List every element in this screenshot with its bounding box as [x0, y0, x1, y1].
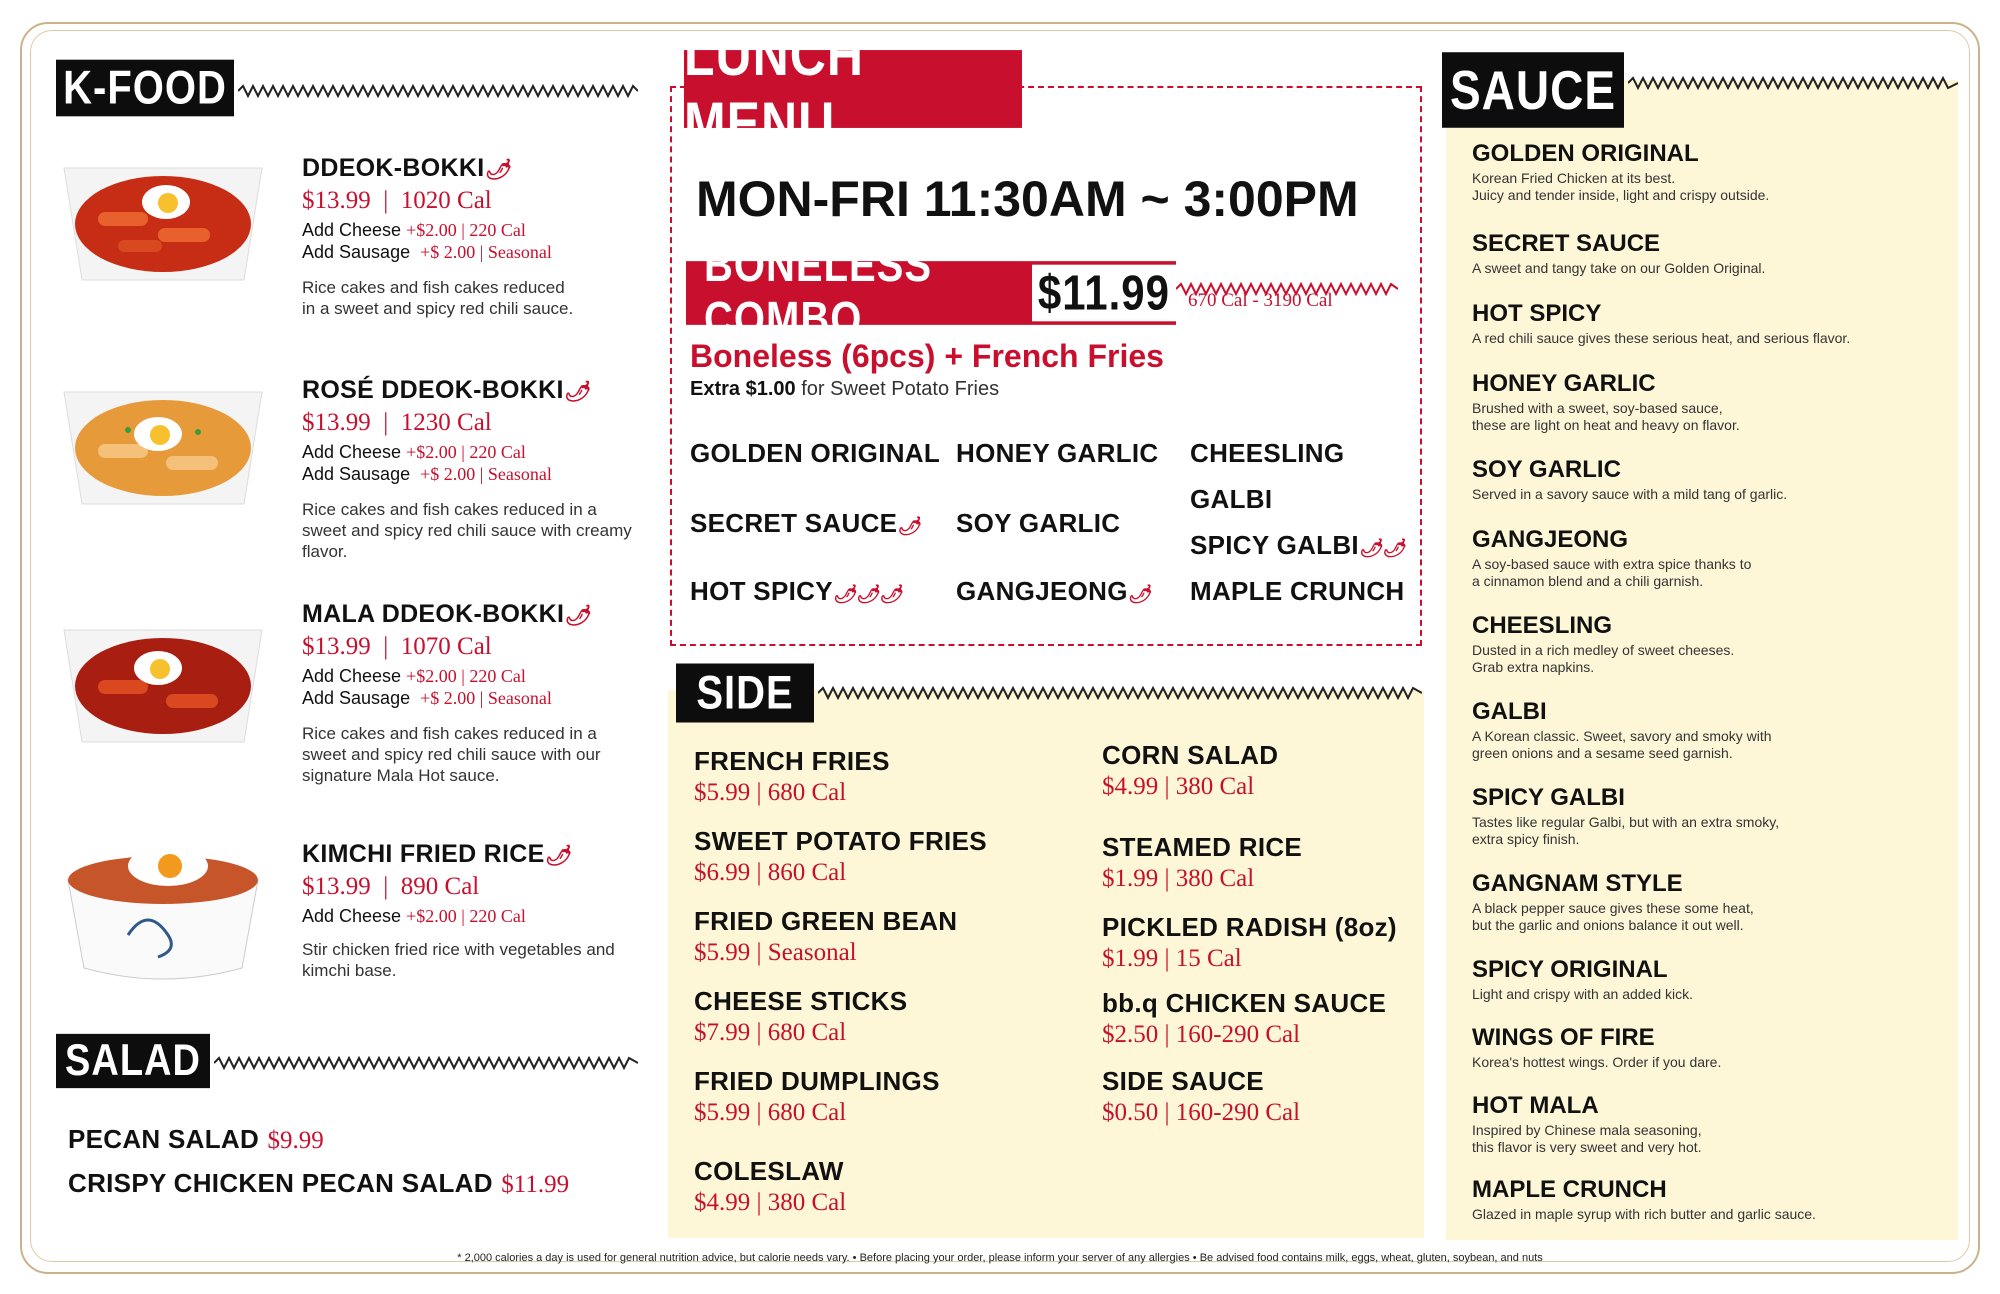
flavor-item	[1190, 438, 1344, 469]
combo-banner	[686, 239, 1176, 345]
side-name: FRIED DUMPLINGS	[694, 1066, 940, 1096]
side-price: $6.99 | 860 Cal	[694, 859, 847, 886]
side-name: SIDE SAUCE	[1102, 1066, 1264, 1096]
sauce-name: GANGJEONG	[1472, 526, 1629, 553]
side-name: FRENCH FRIES	[694, 746, 890, 776]
sauce-desc: a cinnamon blend and a chili garnish.	[1472, 573, 1704, 589]
side-price: $7.99 | 680 Cal	[694, 1019, 847, 1046]
chili-icon: 🌶	[484, 159, 511, 181]
sauce-item	[1472, 300, 1932, 347]
sauce-name: GALBI	[1472, 698, 1547, 725]
add-label: Add Sausage	[302, 242, 411, 262]
side-item	[1102, 1066, 1300, 1127]
item-name: MALA DDEOK-BOKKI	[302, 600, 565, 628]
side-price: $5.99 | Seasonal	[694, 939, 857, 966]
item-calories: 1230 Cal	[400, 409, 492, 436]
combo-extra	[690, 378, 999, 401]
combo-label: BONELESS COMBO	[704, 239, 933, 345]
add-value: +$2.00 | 220 Cal	[406, 442, 526, 462]
item-description: Rice cakes and fish cakes reduced in a sweet and spicy red chili sauce with creamy flavor.	[302, 500, 632, 561]
side-item	[1102, 988, 1386, 1049]
flavor-name: HOT SPICY	[690, 576, 833, 606]
sauce-name: HOT SPICY	[1472, 300, 1602, 327]
sauce-item	[1472, 140, 1932, 204]
side-name: bb.q CHICKEN SAUCE	[1102, 988, 1387, 1018]
sauce-desc: Served in a savory sauce with a mild tang of garlic.	[1472, 486, 1788, 502]
sauce-item	[1472, 870, 1932, 934]
item-price: $13.99	[302, 633, 371, 660]
sauce-desc: A black pepper sauce gives these some heat,	[1472, 900, 1754, 916]
add-label: Add Cheese	[302, 442, 402, 462]
flavor-item	[690, 576, 902, 607]
salad-item	[68, 1124, 324, 1155]
sauce-desc: but the garlic and onions balance it out well.	[1472, 917, 1744, 933]
sauce-item	[1472, 526, 1932, 590]
add-label: Add Cheese	[302, 666, 402, 686]
extra-text: for Sweet Potato Fries	[801, 378, 1000, 400]
sauce-item	[1472, 956, 1932, 1003]
chili-icon: 🌶	[897, 516, 921, 536]
side-price: $0.50 | 160-290 Cal	[1102, 1099, 1301, 1126]
sauce-desc: Korea's hottest wings. Order if you dare.	[1472, 1054, 1722, 1070]
sauce-header-zigzag	[1628, 76, 1958, 90]
add-label: Add Sausage	[302, 688, 411, 708]
item-description: Rice cakes and fish cakes reduced in a sweet and spicy red chili sauce.	[302, 278, 574, 318]
side-name: CHEESE STICKS	[694, 986, 908, 1016]
combo-calories: 670 Cal - 3190 Cal	[1188, 290, 1333, 311]
side-item	[694, 986, 907, 1047]
kfood-header: K-FOOD	[56, 60, 234, 117]
side-price: $5.99 | 680 Cal	[694, 1099, 847, 1126]
item-name: KIMCHI FRIED RICE	[302, 840, 545, 868]
sauce-desc: Juicy and tender inside, light and crispy outside.	[1472, 187, 1770, 203]
side-item	[694, 746, 890, 807]
salad-price: $9.99	[267, 1127, 324, 1154]
sauce-desc: extra spicy finish.	[1472, 831, 1580, 847]
add-label: Add Cheese	[302, 220, 402, 240]
side-price: $4.99 | 380 Cal	[694, 1189, 847, 1216]
item-name: ROSÉ DDEOK-BOKKI	[302, 376, 564, 404]
side-name: PICKLED RADISH (8oz)	[1102, 912, 1397, 942]
footer-disclaimer: * 2,000 calories a day is used for general nutrition advice, but calorie needs vary. • Before placing your order, please inform your server of any allergies • Be advised food contains milk, eggs, wheat, gluten, soybean, and nuts	[457, 1252, 1543, 1264]
item-description: Stir chicken fried rice with vegetables and kimchi base.	[302, 940, 615, 980]
side-item	[1102, 832, 1302, 893]
sauce-desc: A red chili sauce gives these serious heat, and serious flavor.	[1472, 330, 1851, 346]
sauce-name: HOT MALA	[1472, 1092, 1599, 1119]
sauce-desc: A Korean classic. Sweet, savory and smoky with	[1472, 728, 1772, 744]
sauce-item	[1472, 1024, 1932, 1071]
kfood-item: DDEOK-BOKKI🌶 $13.99 | 1020 Cal Add Cheese +$2.00 | 220 Cal Add Sausage +$ 2.00 | Seasonal Rice cakes and fish cakes reduced in a sweet and spicy red chili sauce.	[302, 154, 662, 319]
sauce-desc: Dusted in a rich medley of sweet cheeses.	[1472, 642, 1735, 658]
side-item	[694, 1156, 846, 1217]
kimchi-fried-rice-photo	[58, 840, 268, 990]
side-header-zigzag	[818, 686, 1422, 700]
sauce-item	[1472, 784, 1932, 848]
sauce-name: MAPLE CRUNCH	[1472, 1176, 1667, 1203]
flavor-name: SPICY GALBI	[1190, 530, 1359, 560]
salad-header-zigzag	[214, 1056, 638, 1070]
sauce-item	[1472, 370, 1932, 434]
flavor-name: GALBI	[1190, 484, 1273, 514]
sauce-name: GOLDEN ORIGINAL	[1472, 140, 1699, 167]
side-name: COLESLAW	[694, 1156, 844, 1186]
lunch-hours: MON-FRI 11:30AM ~ 3:00PM	[696, 171, 1359, 227]
add-value: +$ 2.00 | Seasonal	[420, 688, 552, 708]
flavor-item	[1190, 530, 1405, 561]
flavor-item	[690, 438, 940, 469]
flavor-item	[1190, 576, 1404, 607]
kfood-item: KIMCHI FRIED RICE🌶 $13.99 | 890 Cal Add Cheese +$2.00 | 220 Cal Stir chicken fried rice with vegetables and kimchi base.	[302, 840, 662, 981]
sauce-item	[1472, 698, 1932, 762]
flavor-item	[1190, 484, 1272, 515]
flavor-name: MAPLE CRUNCH	[1190, 576, 1405, 606]
side-price: $1.99 | 380 Cal	[1102, 865, 1255, 892]
sauce-name: HONEY GARLIC	[1472, 370, 1656, 397]
add-value: +$ 2.00 | Seasonal	[420, 242, 552, 262]
sauce-desc: green onions and a sesame seed garnish.	[1472, 745, 1733, 761]
item-name: DDEOK-BOKKI	[302, 154, 485, 182]
sauce-desc: Light and crispy with an added kick.	[1472, 986, 1694, 1002]
sauce-desc: Brushed with a sweet, soy-based sauce,	[1472, 400, 1723, 416]
item-price: $13.99	[302, 409, 371, 436]
kfood-header-zigzag	[238, 84, 638, 98]
flavor-name: CHEESLING	[1190, 438, 1345, 468]
flavor-item	[956, 438, 1158, 469]
sauce-item	[1472, 1176, 1932, 1223]
item-price: $13.99	[302, 873, 371, 900]
chili-icon: 🌶	[564, 605, 590, 627]
side-item	[694, 1066, 940, 1127]
sauce-name: SOY GARLIC	[1472, 456, 1621, 483]
lunch-header: LUNCH MENU	[684, 50, 1022, 128]
side-item	[1102, 912, 1397, 973]
side-item	[1102, 740, 1278, 801]
sauce-desc: Glazed in maple syrup with rich butter and garlic sauce.	[1472, 1206, 1816, 1222]
salad-name: PECAN SALAD	[68, 1124, 260, 1154]
chili-icon: 🌶	[563, 381, 590, 403]
sauce-name: GANGNAM STYLE	[1472, 870, 1683, 897]
sauce-desc: this flavor is very sweet and very hot.	[1472, 1139, 1702, 1155]
sauce-name: WINGS OF FIRE	[1472, 1024, 1655, 1051]
side-name: SWEET POTATO FRIES	[694, 826, 987, 856]
salad-price: $11.99	[501, 1171, 570, 1198]
sauce-desc: Korean Fried Chicken at its best.	[1472, 170, 1676, 186]
side-item	[694, 906, 957, 967]
sauce-desc: Tastes like regular Galbi, but with an extra smoky,	[1472, 814, 1780, 830]
add-label: Add Cheese	[302, 906, 402, 926]
kfood-item: ROSÉ DDEOK-BOKKI🌶 $13.99 | 1230 Cal Add Cheese +$2.00 | 220 Cal Add Sausage +$ 2.00 | Seasonal Rice cakes and fish cakes reduced in a sweet and spicy red chili sauce with creamy flavor.	[302, 376, 662, 562]
rose-ddeokbokki-photo	[58, 382, 268, 512]
sauce-item	[1472, 1092, 1932, 1156]
sauce-name: CHEESLING	[1472, 612, 1613, 639]
sauce-item	[1472, 612, 1932, 676]
flavor-name: GANGJEONG	[956, 576, 1128, 606]
item-calories: 1070 Cal	[400, 633, 492, 660]
side-price: $2.50 | 160-290 Cal	[1102, 1021, 1301, 1048]
ddeokbokki-photo	[58, 158, 268, 288]
chili-icon: 🌶	[544, 845, 571, 867]
mala-ddeokbokki-photo	[58, 620, 268, 750]
extra-price: Extra $1.00	[690, 378, 796, 400]
flavor-item	[956, 576, 1151, 607]
flavor-item	[956, 508, 1120, 539]
sauce-desc: Inspired by Chinese mala seasoning,	[1472, 1122, 1702, 1138]
sauce-item	[1472, 456, 1932, 503]
combo-description: Boneless (6pcs) + French Fries	[690, 338, 1164, 374]
flavor-name: SOY GARLIC	[956, 508, 1121, 538]
combo-price: $11.99	[1032, 265, 1176, 322]
item-calories: 890 Cal	[400, 873, 480, 900]
chili-icon: 🌶🌶🌶	[832, 584, 903, 604]
flavor-name: SECRET SAUCE	[690, 508, 898, 538]
sauce-desc: A sweet and tangy take on our Golden Original.	[1472, 260, 1766, 276]
sauce-item	[1472, 230, 1932, 277]
add-label: Add Sausage	[302, 464, 411, 484]
side-name: FRIED GREEN BEAN	[694, 906, 958, 936]
add-value: +$2.00 | 220 Cal	[406, 906, 526, 926]
salad-name: CRISPY CHICKEN PECAN SALAD	[68, 1168, 493, 1198]
side-item	[694, 826, 987, 887]
side-price: $5.99 | 680 Cal	[694, 779, 847, 806]
side-name: CORN SALAD	[1102, 740, 1279, 770]
flavor-name: GOLDEN ORIGINAL	[690, 438, 941, 468]
sauce-header: SAUCE	[1442, 52, 1624, 128]
add-value: +$2.00 | 220 Cal	[406, 666, 526, 686]
sauce-name: SPICY GALBI	[1472, 784, 1625, 811]
chili-icon: 🌶	[1127, 584, 1151, 604]
sauce-name: SECRET SAUCE	[1472, 230, 1661, 257]
side-header: SIDE	[676, 664, 814, 723]
side-price: $4.99 | 380 Cal	[1102, 773, 1255, 800]
sauce-desc: A soy-based sauce with extra spice thanks to	[1472, 556, 1752, 572]
salad-item	[68, 1168, 569, 1199]
item-price: $13.99	[302, 187, 371, 214]
item-calories: 1020 Cal	[400, 187, 492, 214]
sauce-name: SPICY ORIGINAL	[1472, 956, 1668, 983]
kfood-item: MALA DDEOK-BOKKI🌶 $13.99 | 1070 Cal Add Cheese +$2.00 | 220 Cal Add Sausage +$ 2.00 | Seasonal Rice cakes and fish cakes reduced in a sweet and spicy red chili sauce with our signature Mala Hot sauce.	[302, 600, 662, 786]
salad-header: SALAD	[56, 1034, 210, 1088]
sauce-desc: these are light on heat and heavy on flavor.	[1472, 417, 1740, 433]
side-price: $1.99 | 15 Cal	[1102, 945, 1242, 972]
add-value: +$2.00 | 220 Cal	[406, 220, 526, 240]
sauce-desc: Grab extra napkins.	[1472, 659, 1595, 675]
side-name: STEAMED RICE	[1102, 832, 1303, 862]
flavor-item	[690, 508, 920, 539]
add-value: +$ 2.00 | Seasonal	[420, 464, 552, 484]
flavor-name: HONEY GARLIC	[956, 438, 1159, 468]
chili-icon: 🌶🌶	[1358, 538, 1406, 558]
item-description: Rice cakes and fish cakes reduced in a sweet and spicy red chili sauce with our signature Mala Hot sauce.	[302, 724, 601, 785]
